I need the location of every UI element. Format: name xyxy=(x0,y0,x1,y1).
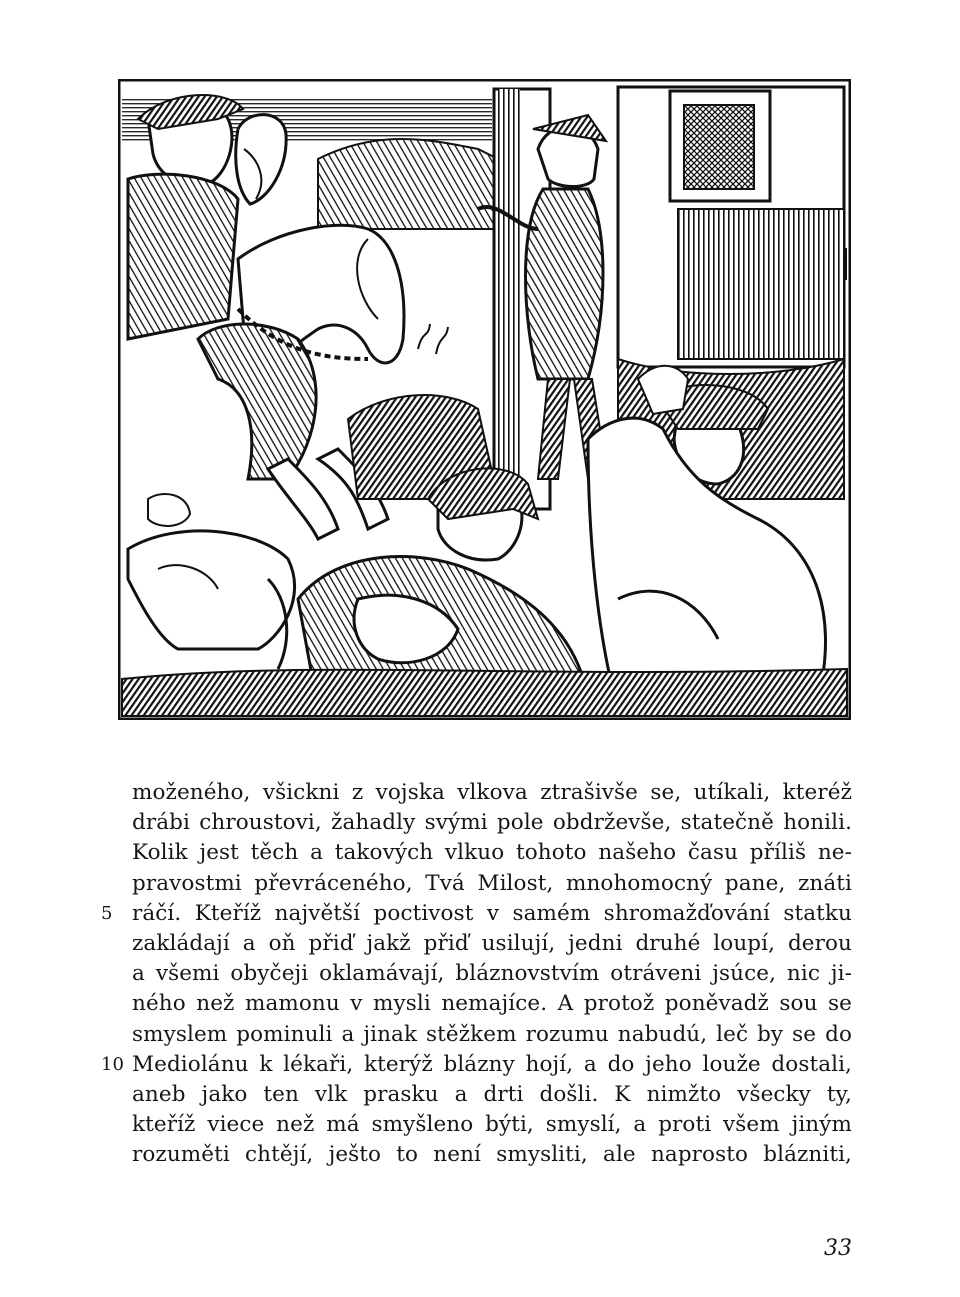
line-text: zakládají a oň přiď jakž přiď usilují, jedni druhé loupí, derou xyxy=(132,930,852,956)
text-line xyxy=(132,1140,852,1170)
line-text: kteříž viece než má smyšleno býti, smyslí, a proti všem jiným xyxy=(132,1112,852,1138)
line-text: aneb jako ten vlk prasku a drti došli. K nimžto všecky ty, xyxy=(132,1081,852,1107)
line-text: smyslem pominuli a jinak stěžkem rozumu nabudú, leč by se do xyxy=(132,1021,852,1047)
text-line xyxy=(132,869,852,899)
line-number: 10 xyxy=(101,1053,125,1075)
line-text: Mediolánu k lékaři, kterýž blázny hojí, a do jeho louže dostali, xyxy=(132,1051,852,1077)
page-number: 33 xyxy=(824,1236,852,1261)
text-line xyxy=(132,989,852,1019)
text-line xyxy=(132,1020,852,1050)
text-line xyxy=(132,929,852,959)
text-block xyxy=(101,778,852,1170)
line-text: ného než mamonu v mysli nemajíce. A protož poněvadž sou se xyxy=(132,991,852,1017)
line-text: rozuměti chtějí, ješto to není smysliti, ale naprosto blázniti, xyxy=(132,1142,852,1168)
text-line xyxy=(132,808,852,838)
line-text: Kolik jest těch a takových vlkuo tohoto našeho času příliš ne- xyxy=(132,840,852,866)
text-line xyxy=(132,1080,852,1110)
line-text: ráčí. Kteříž najvětší poctivost v samém shromažďování statku xyxy=(132,900,852,926)
text-line xyxy=(101,899,852,929)
line-number: 5 xyxy=(101,902,113,924)
woodcut-fools-horse-wolf-icon xyxy=(118,79,851,720)
line-text: drábi chroustovi, žahadly svými pole obdrževše, statečně honili. xyxy=(132,810,852,836)
woodcut-illustration xyxy=(118,79,851,720)
text-line xyxy=(132,838,852,868)
line-text: pravostmi převráceného, Tvá Milost, mnohomocný pane, znáti xyxy=(132,870,852,896)
text-line xyxy=(132,959,852,989)
text-line xyxy=(132,1110,852,1140)
line-text: a všemi obyčeji oklamávají, bláznovstvím otráveni jsúce, nic ji- xyxy=(132,961,852,987)
text-line xyxy=(132,778,852,808)
line-text: moženého, všickni z vojska vlkova ztrašivše se, utíkali, kteréž xyxy=(132,780,852,805)
text-line xyxy=(101,1050,852,1080)
